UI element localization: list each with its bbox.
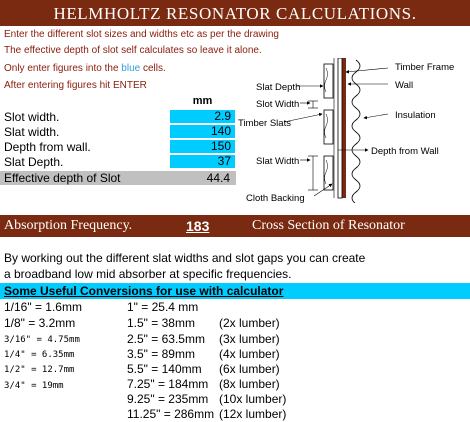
- conversion-right-note: (4x lumber): [219, 347, 280, 361]
- conversion-right-note: (3x lumber): [219, 332, 280, 346]
- conversion-left-item: 3/4" = 19mm: [4, 381, 64, 391]
- effective-depth-label: Effective depth of Slot: [4, 171, 121, 185]
- conversion-left-item: 1/2" = 12.7mm: [4, 365, 75, 375]
- conversion-left-item: 1/16" = 1.6mm: [4, 300, 82, 314]
- insulation-shape: [352, 60, 360, 203]
- conversion-right-item: 11.25" = 286mm: [127, 407, 215, 421]
- slot-width-label: Slot width.: [4, 110, 60, 124]
- conversion-right-item: 9.25" = 235mm: [127, 392, 209, 406]
- slat-width-diagram-label: Slat Width: [256, 156, 300, 167]
- page-title: HELMHOLTZ RESONATOR CALCULATIONS.: [0, 0, 470, 26]
- slat-depth-diagram-label: Slat Depth: [256, 82, 301, 93]
- conversions-header: [0, 283, 470, 299]
- conversion-right-note: (2x lumber): [219, 316, 280, 330]
- blue-word: blue: [121, 63, 141, 74]
- conversion-right-item: 3.5" = 89mm: [127, 347, 195, 361]
- instruction-line-3: Only enter figures into the blue cells.: [4, 63, 166, 74]
- conversion-right-note: (6x lumber): [219, 362, 280, 376]
- conversion-right-item: 1" = 25.4 mm: [127, 300, 199, 314]
- resonator-diagram: [238, 58, 470, 203]
- insulation-diagram-label: Insulation: [395, 110, 436, 121]
- conversion-right-note: (8x lumber): [219, 377, 280, 391]
- conversion-right-item: 2.5" = 63.5mm: [127, 332, 205, 346]
- conversion-left-item: 1/8" = 3.2mm: [4, 316, 76, 330]
- instruction-line-2: The effective depth of slot self calculates so leave it alone.: [4, 45, 262, 56]
- conversion-right-item: 5.5" = 140mm: [127, 362, 202, 376]
- slat-width-input[interactable]: 140: [170, 125, 235, 138]
- depth-from-wall-input[interactable]: 150: [170, 140, 235, 153]
- effective-depth-value: 44.4: [206, 171, 230, 185]
- conversions-header-text: Some Useful Conversions for use with calculator: [4, 284, 284, 298]
- depth-from-wall-label: Depth from wall.: [4, 140, 91, 154]
- description-line-2: a broadband low mid absorber at specific frequencies.: [4, 267, 292, 281]
- conversion-left-item: 3/16" = 4.75mm: [4, 335, 80, 345]
- conversion-right-note: (10x lumber): [219, 392, 287, 406]
- conversion-right-note: (12x lumber): [219, 407, 287, 421]
- slat-width-label: Slat width.: [4, 125, 60, 139]
- wall-shape: [342, 58, 346, 198]
- effective-depth-row: [0, 171, 236, 185]
- depth-from-wall-diagram-label: Depth from Wall: [371, 146, 439, 157]
- absorption-value: 183: [186, 218, 210, 234]
- absorption-label: Absorption Frequency.: [4, 218, 133, 233]
- timber-slats-diagram-label: Timber Slats: [238, 118, 291, 129]
- slat-depth-input[interactable]: 37: [170, 155, 235, 168]
- timber-frame-shape: [338, 58, 342, 198]
- description-line-1: By working out the different slat widths and slot gaps you can create: [4, 251, 366, 265]
- unit-header: mm: [192, 95, 213, 107]
- conversion-right-item: 7.25" = 184mm: [127, 377, 209, 391]
- slot-width-input[interactable]: 2.9: [170, 110, 235, 123]
- conversion-right-item: 1.5" = 38mm: [127, 316, 195, 330]
- absorption-band: [0, 215, 470, 237]
- slat-depth-label: Slat Depth.: [4, 155, 64, 169]
- cloth-backing-diagram-label: Cloth Backing: [246, 193, 305, 203]
- slot-width-diagram-label: Slot Width: [256, 99, 300, 110]
- wall-diagram-label: Wall: [395, 80, 414, 91]
- conversion-left-item: 1/4" = 6.35mm: [4, 350, 75, 360]
- cross-section-title: Cross Section of Resonator: [252, 218, 405, 233]
- instruction-line-1: Enter the different slot sizes and widths etc as per the drawing: [4, 29, 279, 40]
- timber-frame-diagram-label: Timber Frame: [395, 62, 455, 73]
- instruction-line-4: After entering figures hit ENTER: [4, 80, 147, 91]
